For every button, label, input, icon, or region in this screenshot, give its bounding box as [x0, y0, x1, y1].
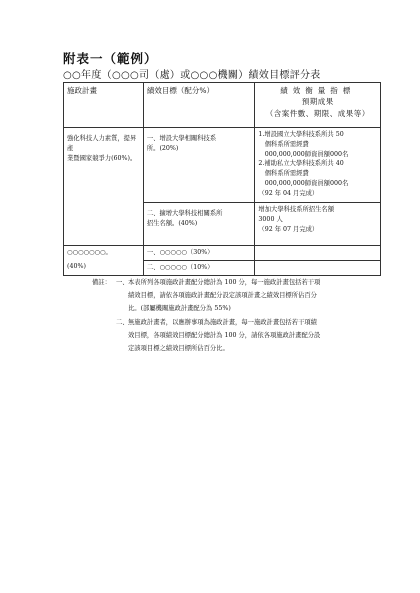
plan1-goal2 — [143, 203, 255, 246]
plan1-name-line2: 業暨國家競爭力(60%)。 — [67, 154, 137, 162]
plan1-name — [64, 128, 144, 246]
indicator-line: 個科系所需經費 — [258, 170, 309, 177]
indicator-line: 000,000,000師資員額000名 — [258, 179, 349, 187]
note-1-number: 一、 — [116, 279, 129, 286]
indicator-line: 個科系所需經費 — [258, 140, 309, 148]
plan1-goal2-line1: 二、擴增大學科技相關系所 — [146, 210, 223, 217]
plan1-goal2-line2: 招生名額。(40%) — [146, 219, 198, 227]
notes-section — [92, 276, 384, 355]
plan1-goal1-indicator — [255, 128, 381, 203]
table-row — [64, 128, 381, 203]
indicator-line: 2.補助私立大學科技系所共 40 — [258, 160, 344, 168]
performance-goal-table — [63, 82, 381, 276]
indicator-line: 增加大學科技系所招生名額 — [258, 206, 334, 213]
note-item-2 — [116, 316, 384, 356]
plan1-name-line1: 強化科技人力素質，提昇產 — [67, 135, 137, 152]
indicator-line: 1.增設國立大學科技系所共 50 — [258, 131, 344, 138]
note-1-line: 比。(部屬機關施政計畫配分為 55%) — [128, 305, 231, 313]
header-indicator-line1: 績效衡量指標 — [280, 86, 356, 95]
table-header-row — [64, 83, 381, 128]
header-indicator — [255, 83, 381, 128]
note-2-number: 二、 — [116, 318, 129, 326]
indicator-line: 000,000,000師資員額000名 — [258, 150, 349, 158]
note-2-line: 定該項目標之績效目標所佔百分比。 — [128, 345, 229, 353]
plan1-goal1-line1: 一、增設大學相關科技系 — [146, 135, 217, 142]
header-indicator-line2: 預期成果 — [301, 97, 334, 107]
header-indicator-line3: （含案件數、期限、成果等） — [265, 108, 370, 118]
header-goal: 績效目標（配分%） — [143, 83, 255, 128]
note-1-line: 本表所列各項施政計畫配分總計為 100 分，每一施政計畫包括若干項 — [128, 279, 321, 286]
form-title: ○○年度（○○○司（處）或○○○機關）績效目標評分表 — [63, 70, 321, 81]
plan2-name — [64, 246, 144, 276]
note-2-line: 效目標，各項績效目標配分總計為 100 分，請依各項施政計畫配分設 — [128, 331, 321, 339]
plan2-name-line1: ○○○○○○○。 — [67, 249, 112, 256]
notes-label: 備註： — [92, 279, 111, 286]
table-row — [64, 246, 381, 261]
plan1-goal1 — [143, 128, 255, 203]
plan2-goal2: 二、○○○○○（10%） — [143, 260, 255, 275]
note-2-line: 無施政計畫者，以應辦事項為施政計畫，每一施政計畫包括若干項績 — [128, 318, 317, 326]
plan1-goal1-line2: 所。(20%) — [146, 144, 179, 152]
indicator-line: （92 年 04 月完成） — [258, 189, 319, 197]
note-1-line: 績效目標，請依各項施政計畫配分設定該項計畫之績效目標所佔百分 — [128, 292, 317, 300]
plan1-goal2-indicator — [255, 203, 381, 246]
plan2-name-line2: (40%) — [67, 262, 86, 270]
page-title: 附表一（範例） — [63, 51, 158, 66]
plan2-goal2-indicator — [255, 260, 381, 275]
indicator-line: （92 年 07 月完成） — [258, 225, 319, 233]
plan2-goal1: 一、○○○○○（30%） — [143, 246, 255, 261]
indicator-line: 3000 人 — [258, 215, 283, 223]
plan2-goal1-indicator — [255, 246, 381, 261]
note-item-1 — [116, 276, 384, 316]
header-plan: 施政計畫 — [64, 83, 144, 128]
